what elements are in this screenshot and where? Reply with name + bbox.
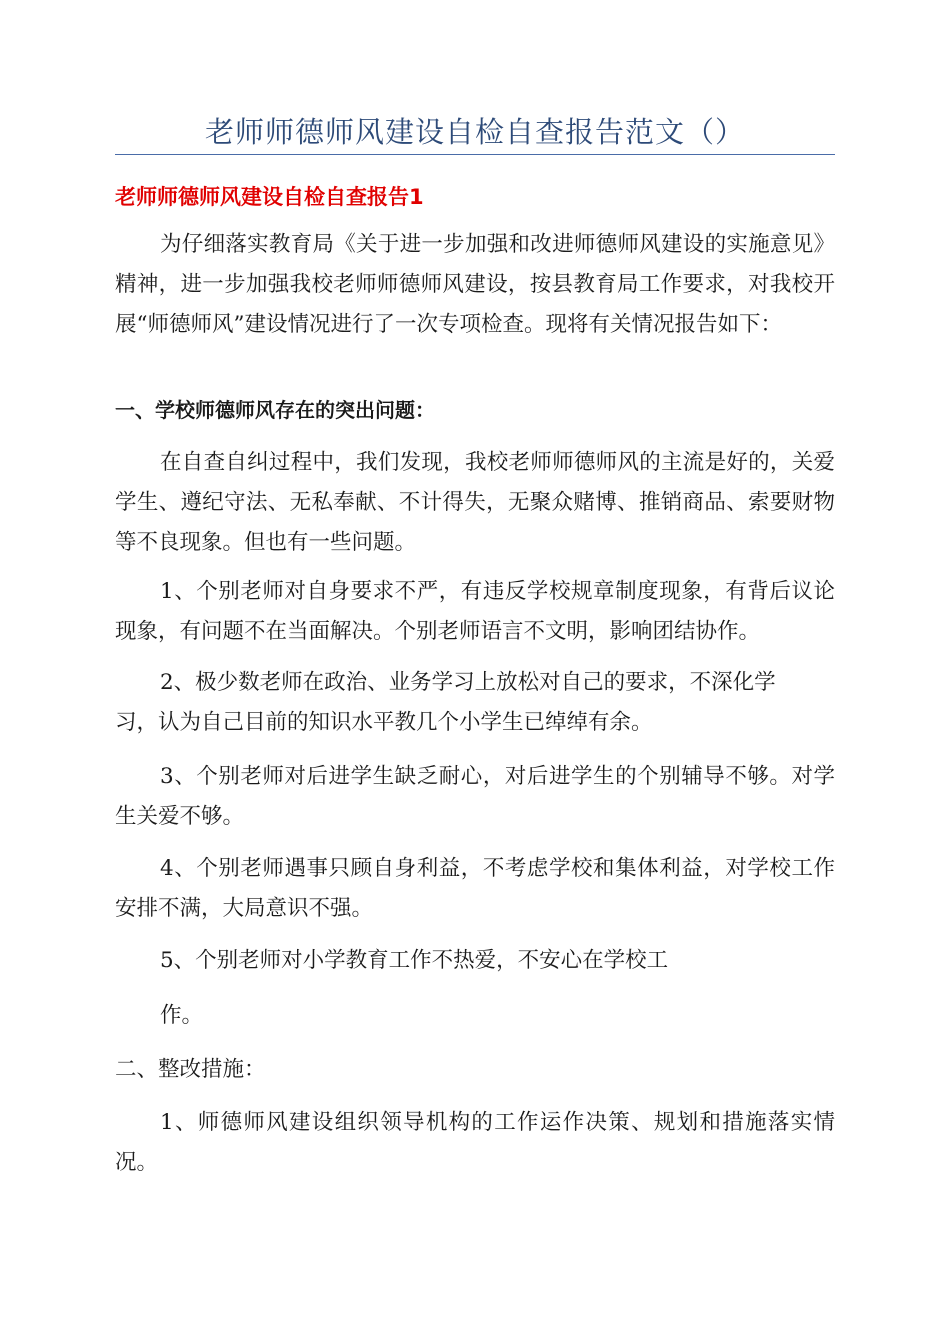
part1-intro-paragraph: 在自查自纠过程中，我们发现，我校老师师德师风的主流是好的，关爱学生、遵纪守法、无私奉献、不计得失，无聚众赌博、推销商品、索要财物等不良现象。但也有一些问题。 [115, 450, 835, 555]
section-heading: 老师师德师风建设自检自查报告1 [115, 185, 424, 209]
measure-item-1: 1、师德师风建设组织领导机构的工作运作决策、规划和措施落实情况。 [115, 1110, 835, 1175]
part2-heading: 二、整改措施： [115, 1057, 266, 1082]
problem-item-4: 4、个别老师遇事只顾自身利益，不考虑学校和集体利益，对学校工作安排不满，大局意识不强。 [115, 856, 835, 921]
problem-item-2-line-2: 习，认为自己目前的知识水平教几个小学生已绰绰有余。 [115, 710, 653, 735]
problem-item-5-line-1: 5、个别老师对小学教育工作不热爱，不安心在学校工 [160, 948, 669, 973]
document-title: 老师师德师风建设自检自查报告范文（） [204, 115, 745, 149]
part1-heading: 一、学校师德师风存在的突出问题： [115, 398, 435, 422]
title-underline [115, 154, 835, 155]
problem-item-1: 1、个别老师对自身要求不严，有违反学校规章制度现象，有背后议论现象，有问题不在当面解决。个别老师语言不文明，影响团结协作。 [115, 579, 835, 644]
intro-paragraph: 为仔细落实教育局《关于进一步加强和改进师德师风建设的实施意见》精神，进一步加强我校老师师德师风建设，按县教育局工作要求，对我校开展“师德师风”建设情况进行了一次专项检查。现将有关情况报告如下： [115, 232, 835, 337]
problem-item-2-line-1: 2、极少数老师在政治、业务学习上放松对自己的要求，不深化学 [160, 670, 776, 695]
problem-item-3: 3、个别老师对后进学生缺乏耐心，对后进学生的个别辅导不够。对学生关爱不够。 [115, 764, 835, 829]
problem-item-5-line-2: 作。 [160, 1003, 204, 1028]
